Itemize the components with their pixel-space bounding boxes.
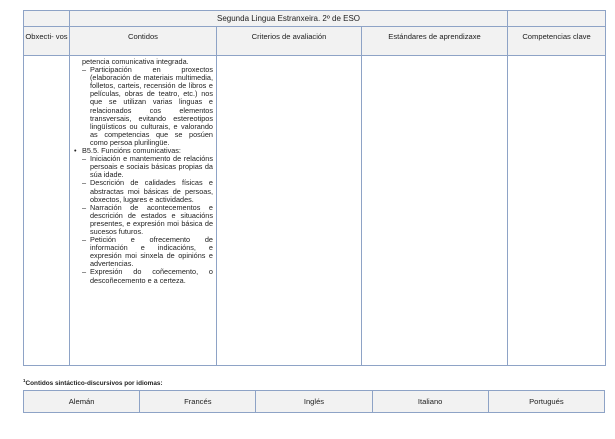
obxectivos-cell — [24, 56, 70, 366]
dash-marker: – — [82, 267, 87, 277]
language-aleman: Alemán — [24, 391, 140, 413]
dash-marker: – — [82, 178, 87, 188]
language-portugues: Portugués — [488, 391, 604, 413]
list-item: – Expresión do coñecemento, o descoñecemento e a certeza. — [82, 267, 213, 285]
list-item: – Narración de acontecementos e descrición de estados e situacións presentes, e expresión moi básica de sucesos futuros. — [82, 202, 213, 236]
contidos-intro: petencia comunicativa integrada. — [82, 57, 189, 66]
list-item: – Descrición de calidades físicas e abstractas moi básicas de persoas, obxectos, lugares e actividades. — [82, 178, 213, 204]
header-competencias: Competencias clave — [508, 27, 606, 56]
bullet-marker: • — [74, 146, 77, 156]
table-title: Segunda Lingua Estranxeira. 2º de ESO — [70, 11, 508, 27]
list-item: – Participación en proxectos (elaboración de materiais multimedia, folletos, carteis, recensión de libros e películas, obras de teatro, etc.) nos que se utilizan varias linguas e relacionados cos elementos transversais, evitando estereotipos lingüísticos ou culturais, e valorando as competencias que se posúen como persoa plurilingüe. — [82, 65, 213, 147]
footnote-text: Contidos sintáctico-discursivos por idiomas: — [25, 380, 163, 388]
dash-marker: – — [82, 202, 87, 212]
competencias-cell — [508, 56, 606, 366]
list-item: – Petición e ofrecemento de información e indicacións, e expresión moi sinxela de opinións e advertencias. — [82, 235, 213, 269]
footnote — [23, 378, 163, 387]
dash-marker: – — [82, 65, 87, 75]
list-item: – Iniciación e mantemento de relacións persoais e sociais básicas propias da súa idade. — [82, 154, 213, 180]
languages-table — [23, 390, 605, 413]
empty-corner-cell — [24, 11, 70, 27]
language-ingles: Inglés — [256, 391, 372, 413]
criterios-cell — [217, 56, 362, 366]
header-criterios: Criterios de avaliación — [217, 27, 362, 56]
language-italiano: Italiano — [372, 391, 488, 413]
dash-marker: – — [82, 235, 87, 245]
header-estandares: Estándares de aprendizaxe — [362, 27, 508, 56]
footnote-marker: 1 — [23, 378, 26, 383]
section-heading: B5.5. Funcións comunicativas: — [82, 146, 181, 156]
language-frances: Francés — [140, 391, 256, 413]
header-contidos: Contidos — [70, 27, 217, 56]
estandares-cell — [362, 56, 508, 366]
contidos-cell — [70, 56, 217, 366]
dash-marker: – — [82, 154, 87, 164]
header-obxectivos: Obxecti- vos — [24, 27, 70, 56]
empty-title-cell — [508, 11, 606, 27]
curriculum-table — [23, 10, 606, 366]
